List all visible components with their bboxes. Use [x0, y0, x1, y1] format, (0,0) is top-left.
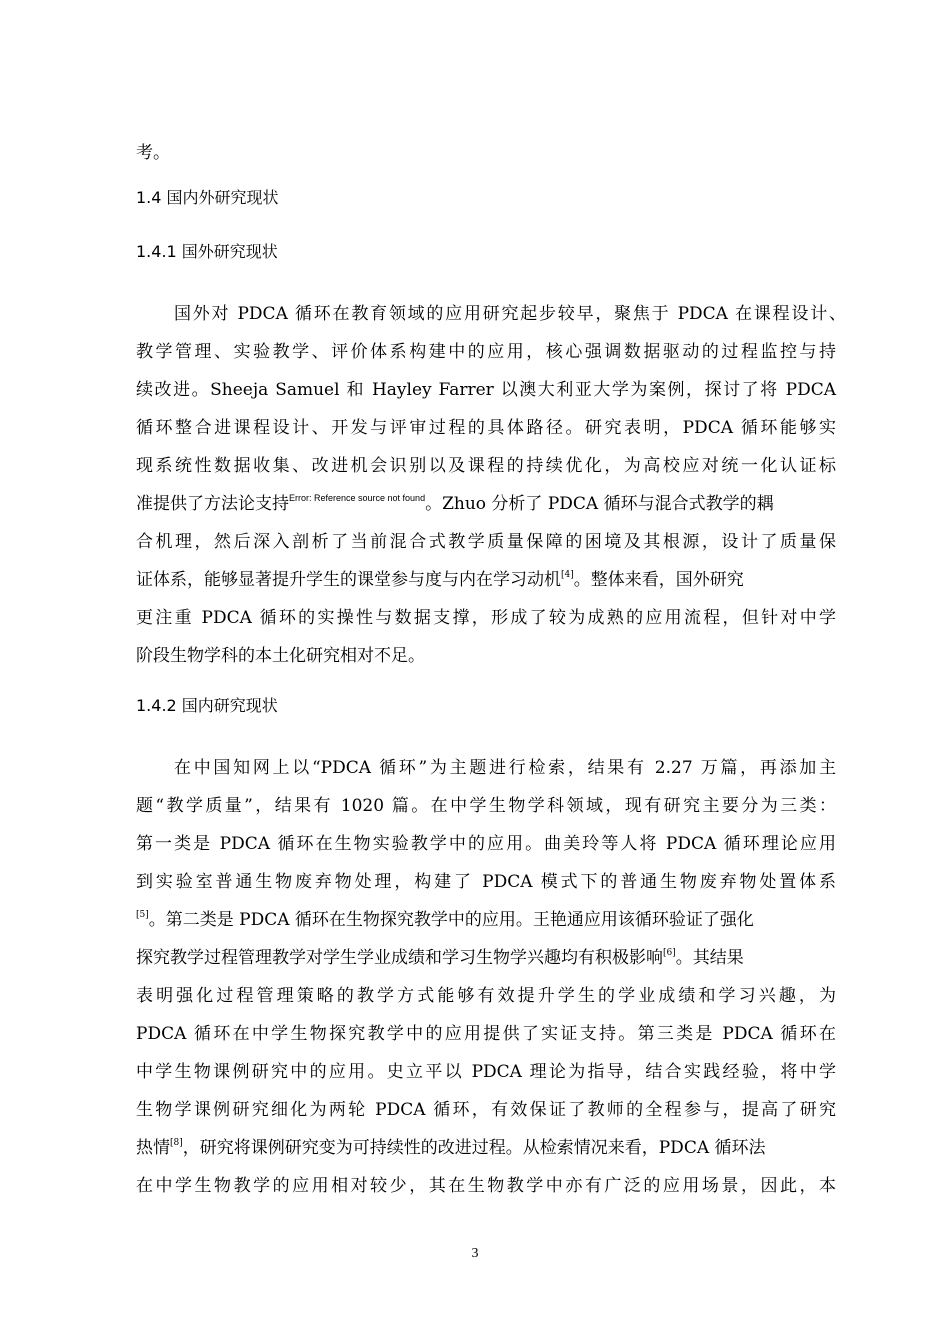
text-line: 合机理，然后深入剖析了当前混合式教学质量保障的困境及其根源，设计了质量保: [136, 532, 836, 552]
citation-5: [5]: [136, 910, 149, 920]
text-line: 阶段生物学科的本土化研究相对不足。: [136, 646, 425, 666]
text-line: 中学生物课例研究中的应用。史立平以 PDCA 理论为指导，结合实践经验，将中学: [136, 1062, 836, 1082]
citation-8: [8]: [170, 1138, 183, 1148]
text-line: [136, 492, 836, 516]
text-segment: 。整体来看，国外研究: [573, 570, 744, 590]
text-line: PDCA 循环在中学生物探究教学中的应用提供了实证支持。第三类是 PDCA 循环在: [136, 1024, 836, 1044]
text-segment: 。第二类是 PDCA 循环在生物探究教学中的应用。王艳通应用该循环验证了强化: [148, 910, 754, 930]
text-line: 到实验室普通生物废弃物处理，构建了 PDCA 模式下的普通生物废弃物处置体系: [136, 872, 836, 892]
text-line: [136, 1136, 836, 1160]
text-line: 现系统性数据收集、改进机会识别以及课程的持续优化，为高校应对统一化认证标: [136, 456, 836, 476]
citation-6: [6]: [663, 948, 676, 958]
section-heading-1-4: 1.4 国内外研究现状: [136, 188, 279, 207]
text-line: 国外对 PDCA 循环在教育领域的应用研究起步较早，聚焦于 PDCA 在课程设计、: [174, 304, 846, 324]
text-line: [136, 908, 836, 932]
text-line: 更注重 PDCA 循环的实操性与数据支撑，形成了较为成熟的应用流程，但针对中学: [136, 608, 836, 628]
text-segment: 探究教学过程管理教学对学生学业成绩和学习生物学兴趣均有积极影响: [136, 948, 663, 968]
text-line: 循环整合进课程设计、开发与评审过程的具体路径。研究表明，PDCA 循环能够实: [136, 418, 836, 438]
text-line: 在中国知网上以“PDCA 循环”为主题进行检索，结果有 2.27 万篇，再添加主: [174, 758, 836, 778]
citation-4: [4]: [561, 570, 574, 580]
text-segment: 证体系，能够显著提升学生的课堂参与度与内在学习动机: [136, 570, 561, 590]
page-number: 3: [471, 1246, 479, 1261]
subsection-heading-1-4-2: 1.4.2 国内研究现状: [136, 696, 278, 715]
text-segment: 。Zhuo 分析了 PDCA 循环与混合式教学的耦: [425, 494, 774, 514]
text-line: [136, 568, 836, 592]
text-line: 续改进。Sheeja Samuel 和 Hayley Farrer 以澳大利亚大学为案例，探讨了将 PDCA: [136, 380, 836, 400]
text-segment: 。其结果: [675, 948, 744, 968]
reference-error: Error: Reference source not found: [289, 493, 426, 503]
text-line: 第一类是 PDCA 循环在生物实验教学中的应用。曲美玲等人将 PDCA 循环理论应用: [136, 834, 836, 854]
subsection-heading-1-4-1: 1.4.1 国外研究现状: [136, 242, 278, 261]
text-line: 生物学课例研究细化为两轮 PDCA 循环，有效保证了教师的全程参与，提高了研究: [136, 1100, 836, 1120]
paragraph-continuation: 考。: [136, 143, 170, 163]
text-line: 题“教学质量”，结果有 1020 篇。在中学生物学科领域，现有研究主要分为三类：: [136, 796, 836, 816]
text-line: 在中学生物教学的应用相对较少，其在生物教学中亦有广泛的应用场景，因此，本: [136, 1176, 836, 1196]
text-line: [136, 946, 836, 970]
text-line: 表明强化过程管理策略的教学方式能够有效提升学生的学业成绩和学习兴趣，为: [136, 986, 836, 1006]
text-segment: ，研究将课例研究变为可持续性的改进过程。从检索情况来看，PDCA 循环法: [182, 1138, 766, 1158]
text-line: 教学管理、实验教学、评价体系构建中的应用，核心强调数据驱动的过程监控与持: [136, 342, 836, 362]
text-segment: 热情: [136, 1138, 170, 1158]
text-segment: 准提供了方法论支持: [136, 494, 289, 514]
